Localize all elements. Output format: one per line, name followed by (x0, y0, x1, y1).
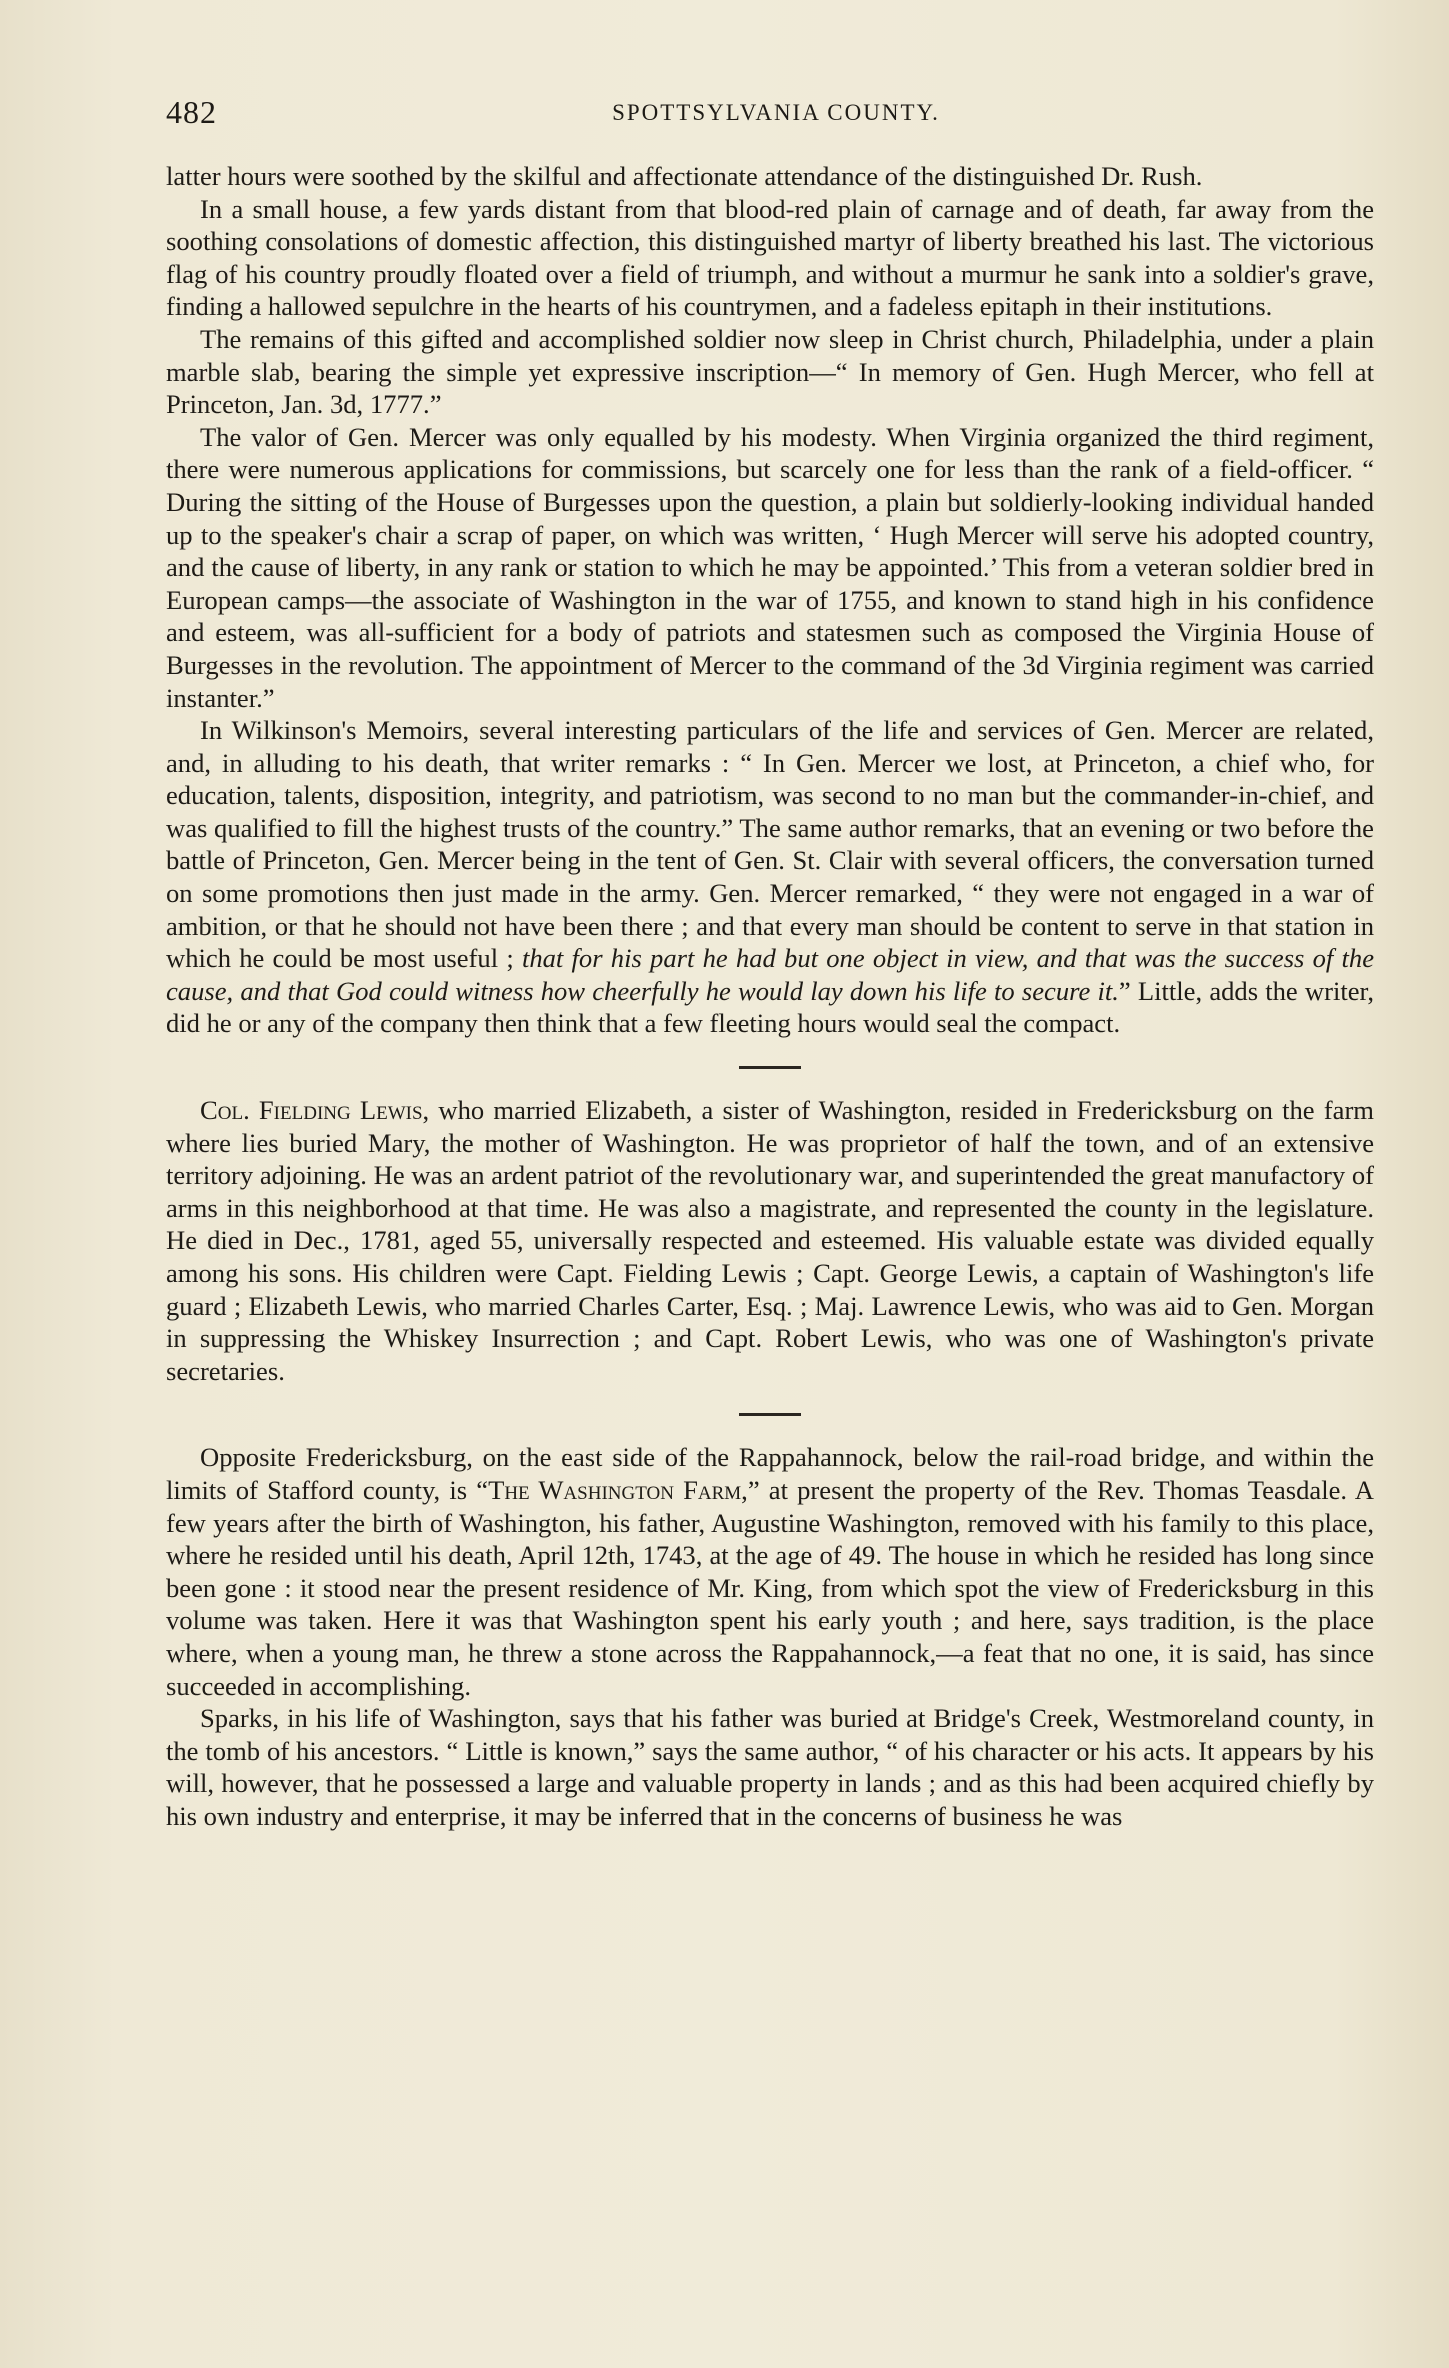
section-divider (739, 1066, 801, 1069)
page-header (166, 94, 1386, 130)
paragraph-wilkinson (166, 714, 1374, 1040)
quote-italic: that for his part he had but one object in view, and that was the success of the cause, and that God could witness how cheerfully he would lay down his life to secure it. (166, 943, 1375, 1006)
paragraph-sparks: Sparks, in his life of Washington, says that his father was buried at Bridge's Creek, Westmoreland county, in the tomb of his ancestors. “ Little is known,” says the same author, “ of his character or his acts. It appears by his will, however, that he possessed a large and valuable property in lands ; and as this had been acquired chiefly by his own industry and enterprise, it may be inferred that in the concerns of business he was (166, 1703, 1374, 1831)
paragraph-continuation: latter hours were soothed by the skilful and affectionate attendance of the distinguished Dr. Rush. (166, 161, 1203, 191)
paragraph-remains: The remains of this gifted and accomplished soldier now sleep in Christ church, Philadelphia, under a plain marble slab, bearing the simple yet expressive inscription—“ In memory of Gen. Hugh Mercer, who fell at Princeton, Jan. 3d, 1777.” (166, 323, 1374, 420)
paragraph-wilkinson-end: ” Little, adds the writer, did he or any of the company then think that a few fleeting hours would seal the compact. (166, 975, 1374, 1039)
paragraph-fielding-lewis-text: who married Elizabeth, a sister of Washington, resided in Fredericksburg on the farm where lies buried Mary, the mother of Washington. He was proprietor of half the town, and of an extensive territory adjoining. He was an ardent patriot of the revolutionary war, and superintended the great manufactory of arms in this neighborhood at that time. He was also a magistrate, and represented the county in the legislature. He died in Dec., 1781, aged 55, universally respected and esteemed. His valuable estate was divided equally among his sons. His children were Capt. Fielding Lewis ; Capt. George Lewis, a captain of Washington's life guard ; Elizabeth Lewis, who married Charles Carter, Esq. ; Maj. Lawrence Lewis, who was aid to Gen. Morgan in suppressing the Whiskey Insurrection ; and Capt. Robert Lewis, who was one of Washington's private secretaries. (166, 1095, 1374, 1386)
running-title: SPOTTSYLVANIA COUNTY. (612, 100, 940, 125)
paragraph-death: In a small house, a few yards distant from that blood-red plain of carnage and of death, far away from the soothing consolations of domestic affection, this distinguished martyr of liberty breathed his last. The victorious flag of his country proudly floated over a field of triumph, and without a murmur he sank into a soldier's grave, finding a hallowed sepulchre in the hearts of his countrymen, and a fadeless epitaph in their institutions. (166, 193, 1374, 322)
body-text (166, 160, 1374, 1833)
farm-name: The Washington Farm, (488, 1474, 748, 1505)
person-name: Col. Fielding Lewis, (200, 1095, 430, 1126)
paragraph-valor: The valor of Gen. Mercer was only equalled by his modesty. When Virginia organized the third regiment, there were numerous applications for commissions, but scarcely one for less than the rank of a field-officer. “ During the sitting of the House of Burgesses upon the question, a plain but soldierly-looking individual handed up to the speaker's chair a scrap of paper, on which was written, ‘ Hugh Mercer will serve his adopted country, and the cause of liberty, in any rank or station to which he may be appointed.’ This from a veteran soldier bred in European camps—the associate of Washington in the war of 1755, and known to stand high in his confidence and esteem, was all-sufficient for a body of patriots and statesmen such as composed the Virginia House of Burgesses in the revolution. The appointment of Mercer to the command of the 3d Virginia regiment was carried instanter.” (166, 421, 1374, 713)
paragraph-farm-text: Opposite Fredericksburg, on the east side of the Rappahannock, below the rail-road bridge, and within the limits of Stafford county, is “ (166, 1442, 1374, 1505)
paragraph-fielding-lewis (166, 1094, 1374, 1387)
page-number: 482 (166, 94, 217, 130)
paragraph-wilkinson-text: In Wilkinson's Memoirs, several interesting particulars of the life and services of Gen. Mercer are related, and, in alluding to his death, that writer remarks : “ In Gen. Mercer we lost, at Princeton, a chief who, for education, talents, disposition, integrity, and patriotism, was second to no man but the commander-in-chief, and was qualified to fill the highest trusts of the country.” The same author remarks, that an evening or two before the battle of Princeton, Gen. Mercer being in the tent of Gen. St. Clair with several officers, the conversation turned on some promotions then just made in the army. Gen. Mercer remarked, “ they were not engaged in a war of ambition, or that he should not have been there ; and that every man should be content to serve in that station in which he could be most useful ; (166, 715, 1374, 974)
section-divider (739, 1413, 801, 1416)
paragraph-farm-text-end: ” at present the property of the Rev. Thomas Teasdale. A few years after the birth of Washington, his father, Augustine Washington, removed with his family to this place, where he resided until his death, April 12th, 1743, at the age of 49. The house in which he resided has long since been gone : it stood near the present residence of Mr. King, from which spot the view of Fredericksburg in this volume was taken. Here it was that Washington spent his early youth ; and here, says tradition, is the place where, when a young man, he threw a stone across the Rappahannock,—a feat that no one, it is said, has since succeeded in accomplishing. (166, 1474, 1374, 1701)
paragraph-washington-farm (166, 1441, 1374, 1702)
